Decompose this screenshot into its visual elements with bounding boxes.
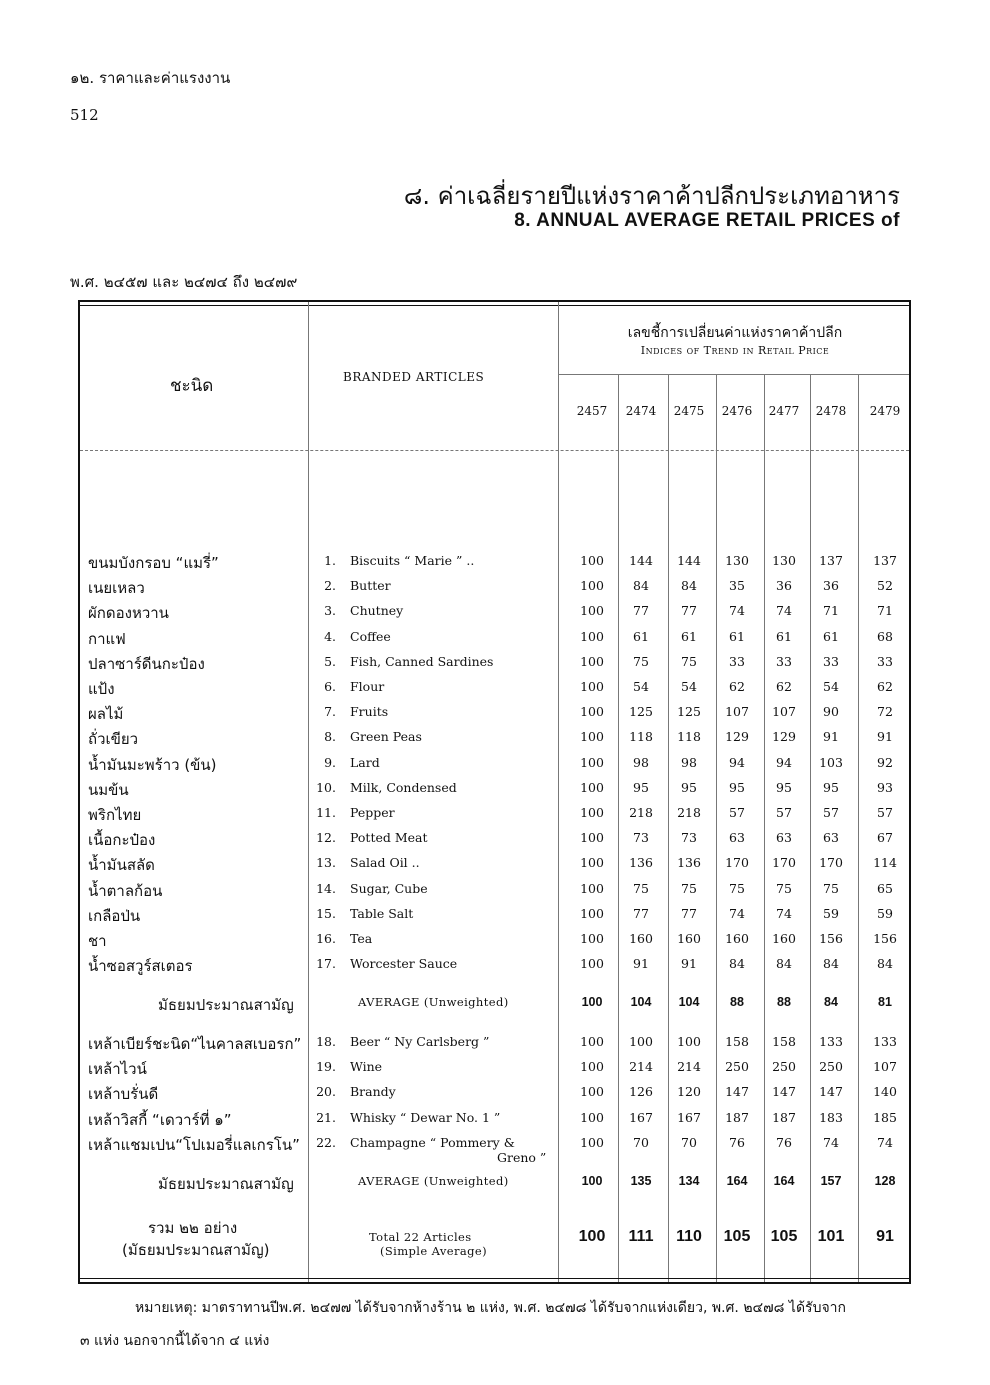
- item-name-english: Whisky “ Dewar No. 1 ”: [350, 1109, 501, 1125]
- index-value-2474: 77: [633, 905, 649, 921]
- item-name-english: Fish, Canned Sardines: [350, 653, 494, 669]
- index-value-2478: 156: [819, 931, 843, 946]
- index-value-2478: 61: [823, 628, 839, 644]
- year-header-2479: 2479: [869, 404, 901, 418]
- table-row: [0, 1034, 990, 1058]
- item-name-thai: เหล้าวิสกี้ “เดวาร์ที่ ๑”: [88, 1110, 232, 1129]
- average-value-2478: 84: [824, 995, 838, 1009]
- index-value-2479: 137: [873, 553, 897, 568]
- index-value-2457: 100: [580, 905, 604, 921]
- index-value-2457: 100: [580, 679, 604, 694]
- year-header-2475: 2475: [673, 404, 705, 418]
- item-number: 19.: [316, 1059, 336, 1075]
- index-value-2478: 54: [823, 679, 839, 694]
- item-name-english: Beer “ Ny Carlsberg ”: [350, 1034, 490, 1049]
- index-value-2474: 214: [629, 1059, 653, 1075]
- item-name-thai: ผักดองหวาน: [88, 604, 169, 623]
- item-name-english: Worcester Sauce: [350, 956, 458, 972]
- item-name-thai: ชา: [88, 932, 107, 950]
- index-value-2474: 125: [629, 704, 653, 720]
- index-value-2457: 100: [580, 553, 604, 568]
- index-value-2475: 54: [681, 679, 697, 694]
- index-value-2479: 156: [873, 931, 897, 946]
- index-value-2479: 74: [877, 1134, 893, 1150]
- index-value-2475: 61: [681, 628, 697, 644]
- total-value-2474: 111: [628, 1228, 654, 1245]
- index-value-2479: 114: [873, 855, 897, 871]
- index-value-2474: 91: [633, 956, 649, 972]
- item-name-thai: น้ำซอสวูร์สเตอร: [88, 957, 193, 976]
- item-name-thai: พริกไทย: [88, 806, 142, 824]
- average-value-2457: 100: [581, 995, 603, 1009]
- index-value-2479: 92: [877, 754, 893, 770]
- index-value-2457: 100: [580, 805, 604, 820]
- index-value-2477: 160: [772, 931, 796, 946]
- average-row: [0, 995, 990, 1019]
- index-value-2477: 129: [772, 729, 796, 745]
- item-number: 10.: [316, 779, 336, 795]
- item-name-english: Flour: [350, 679, 385, 694]
- index-value-2475: 75: [681, 880, 697, 896]
- index-value-2474: 218: [629, 805, 653, 820]
- footnote-line-1: หมายเหตุ: มาตราทานปีพ.ศ. ๒๔๗๗ ได้รับจากห้างร้าน ๒ แห่ง, พ.ศ. ๒๔๗๘ ได้รับจากแห่งเดียว, พ.ศ. ๒๔๗๘ ได้รับจาก: [135, 1300, 846, 1316]
- table-row: [0, 629, 990, 653]
- item-name-thai: เหล้าไวน์: [88, 1060, 147, 1079]
- index-value-2477: 250: [772, 1059, 796, 1075]
- index-value-2474: 144: [629, 553, 653, 568]
- index-value-2477: 130: [772, 553, 796, 568]
- total-value-2475: 110: [676, 1228, 702, 1245]
- item-name-thai: ปลาซาร์ดีนกะป๋อง: [88, 654, 205, 673]
- item-number: 2.: [324, 578, 336, 594]
- average-value-2457: 100: [581, 1174, 603, 1188]
- table-row: [0, 855, 990, 879]
- item-name-english: Champagne “ Pommery &: [350, 1134, 515, 1150]
- index-value-2477: 158: [772, 1034, 796, 1049]
- index-value-2457: 100: [580, 653, 604, 669]
- item-name-thai: กาแฟ: [88, 629, 126, 648]
- average-value-2474: 135: [630, 1174, 652, 1188]
- index-value-2478: 137: [819, 553, 843, 568]
- index-value-2475: 77: [681, 905, 697, 921]
- index-value-2476: 75: [729, 880, 745, 896]
- table-row: [0, 931, 990, 955]
- table-row: [0, 704, 990, 728]
- item-number: 13.: [316, 855, 336, 871]
- index-value-2477: 57: [776, 805, 792, 820]
- index-value-2478: 84: [823, 956, 839, 972]
- index-value-2479: 185: [873, 1109, 897, 1125]
- col-index-thai: เลขชี้การเปลี่ยนค่าแห่งราคาค้าปลีก: [627, 325, 843, 341]
- index-value-2457: 100: [580, 603, 604, 619]
- item-name-english: Chutney: [350, 603, 404, 619]
- total-label-thai-2: (มัธยมประมาณสามัญ): [122, 1241, 270, 1259]
- item-name-english: Potted Meat: [350, 830, 428, 846]
- index-value-2475: 95: [681, 779, 697, 795]
- index-value-2475: 218: [677, 805, 701, 820]
- item-name-thai: น้ำมันมะพร้าว (ข้น): [88, 755, 217, 774]
- item-name-thai: ผลไม้: [88, 705, 124, 724]
- index-value-2475: 77: [681, 603, 697, 619]
- index-value-2479: 72: [877, 704, 893, 720]
- index-value-2479: 93: [877, 779, 893, 795]
- index-value-2474: 75: [633, 880, 649, 896]
- item-name-thai: นมข้น: [88, 780, 129, 799]
- index-value-2474: 77: [633, 603, 649, 619]
- item-number: 11.: [316, 805, 336, 820]
- index-value-2476: 33: [729, 653, 745, 669]
- index-value-2476: 84: [729, 956, 745, 972]
- item-number: 7.: [324, 704, 336, 720]
- index-value-2478: 147: [819, 1084, 843, 1100]
- total-label-english-1: Total 22 Articles: [369, 1230, 472, 1244]
- item-number: 20.: [316, 1084, 336, 1100]
- item-name-thai: น้ำมันสลัด: [88, 856, 155, 875]
- index-value-2477: 74: [776, 603, 792, 619]
- index-value-2476: 62: [729, 679, 745, 694]
- index-value-2475: 73: [681, 830, 697, 846]
- col-branded-articles: BRANDED ARTICLES: [343, 370, 485, 384]
- item-number: 17.: [316, 956, 336, 972]
- index-value-2479: 52: [877, 578, 893, 594]
- item-name-thai: แป้ง: [88, 680, 115, 698]
- index-value-2475: 75: [681, 653, 697, 669]
- index-value-2476: 95: [729, 779, 745, 795]
- item-name-thai: น้ำตาลก้อน: [88, 881, 163, 900]
- year-header-2477: 2477: [768, 404, 800, 418]
- average-value-2474: 104: [630, 995, 652, 1009]
- item-name-thai: เนื้อกะป๋อง: [88, 831, 156, 850]
- index-value-2478: 133: [819, 1034, 843, 1049]
- average-value-2477: 88: [777, 995, 791, 1009]
- index-value-2477: 63: [776, 830, 792, 846]
- index-value-2474: 100: [629, 1034, 653, 1049]
- index-value-2475: 160: [677, 931, 701, 946]
- index-value-2479: 67: [877, 830, 893, 846]
- table-row: [0, 881, 990, 905]
- footnote-line-2: ๓ แห่ง นอกจากนี้ได้จาก ๔ แห่ง: [80, 1333, 270, 1349]
- index-value-2474: 126: [629, 1084, 653, 1100]
- year-header-2478: 2478: [815, 404, 847, 418]
- index-value-2474: 84: [633, 578, 649, 594]
- item-name-thai: เหล้าเบียร์ชะนิด“ไนคาลสเบอรก”: [88, 1035, 302, 1053]
- item-number: 21.: [316, 1109, 336, 1125]
- table-row: [0, 805, 990, 829]
- index-value-2477: 95: [776, 779, 792, 795]
- year-header-2476: 2476: [721, 404, 753, 418]
- table-row: [0, 1110, 990, 1134]
- index-value-2457: 100: [580, 956, 604, 972]
- index-value-2457: 100: [580, 704, 604, 720]
- item-name-english: Green Peas: [350, 729, 422, 745]
- average-value-2479: 81: [878, 995, 892, 1009]
- item-number: 5.: [324, 653, 336, 669]
- average-value-2478: 157: [820, 1174, 842, 1188]
- index-value-2474: 70: [633, 1134, 649, 1150]
- average-value-2475: 104: [678, 995, 700, 1009]
- table-row: [0, 679, 990, 703]
- index-value-2478: 183: [819, 1109, 843, 1125]
- index-value-2474: 95: [633, 779, 649, 795]
- index-value-2478: 57: [823, 805, 839, 820]
- index-value-2477: 170: [772, 855, 796, 871]
- average-label-english: AVERAGE (Unweighted): [358, 995, 509, 1009]
- index-value-2476: 57: [729, 805, 745, 820]
- item-number: 3.: [324, 603, 336, 619]
- item-name-english: Salad Oil ..: [350, 855, 420, 871]
- average-value-2477: 164: [773, 1174, 795, 1188]
- total-value-2479: 91: [876, 1228, 894, 1245]
- item-name-english: Brandy: [350, 1084, 396, 1100]
- index-value-2478: 74: [823, 1134, 839, 1150]
- item-name-thai: เหล้าบรั่นดี: [88, 1085, 159, 1104]
- period-label: พ.ศ. ๒๔๕๗ และ ๒๔๗๔ ถึง ๒๔๗๙: [70, 273, 298, 291]
- item-name-english-cont: Greno ”: [497, 1149, 547, 1165]
- item-number: 9.: [324, 754, 336, 770]
- item-name-english: Wine: [350, 1059, 383, 1075]
- section-header: ๑๒. ราคาและค่าแรงงาน: [70, 69, 231, 87]
- index-value-2457: 100: [580, 1109, 604, 1125]
- index-value-2478: 250: [819, 1059, 843, 1075]
- index-value-2476: 61: [729, 628, 745, 644]
- average-value-2476: 164: [726, 1174, 748, 1188]
- index-value-2476: 158: [725, 1034, 749, 1049]
- index-value-2476: 129: [725, 729, 749, 745]
- index-value-2475: 70: [681, 1134, 697, 1150]
- table-row: [0, 906, 990, 930]
- total-value-2477: 105: [770, 1228, 798, 1245]
- index-value-2457: 100: [580, 1084, 604, 1100]
- index-value-2476: 147: [725, 1084, 749, 1100]
- total-row: [0, 1218, 990, 1262]
- title-thai: ๘. ค่าเฉลี่ยรายปีแห่งราคาค้าปลีกประเภทอาหาร: [403, 182, 900, 210]
- index-value-2476: 250: [725, 1059, 749, 1075]
- item-name-thai: ถั่วเขียว: [88, 730, 139, 749]
- index-value-2457: 100: [580, 931, 604, 946]
- index-value-2457: 100: [580, 1059, 604, 1075]
- index-value-2479: 140: [873, 1084, 897, 1100]
- col-index-english: Indices of Trend in Retail Price: [640, 344, 830, 357]
- index-value-2478: 33: [823, 653, 839, 669]
- index-value-2477: 187: [772, 1109, 796, 1125]
- average-value-2475: 134: [678, 1174, 700, 1188]
- index-value-2475: 120: [677, 1084, 701, 1100]
- item-name-english: Tea: [350, 931, 373, 946]
- page-number: 512: [70, 106, 99, 124]
- item-number: 1.: [324, 553, 336, 568]
- index-value-2457: 100: [580, 628, 604, 644]
- index-value-2476: 170: [725, 855, 749, 871]
- index-value-2479: 84: [877, 956, 893, 972]
- average-value-2476: 88: [730, 995, 744, 1009]
- item-number: 18.: [316, 1034, 336, 1049]
- average-label-thai: มัธยมประมาณสามัญ: [158, 1175, 294, 1193]
- index-value-2474: 160: [629, 931, 653, 946]
- title-english: 8. ANNUAL AVERAGE RETAIL PRICES of: [514, 210, 900, 231]
- index-value-2474: 73: [633, 830, 649, 846]
- index-value-2477: 61: [776, 628, 792, 644]
- total-label-thai-1: รวม ๒๒ อย่าง: [148, 1219, 238, 1237]
- total-value-2457: 100: [578, 1228, 606, 1245]
- average-label-english: AVERAGE (Unweighted): [358, 1174, 509, 1188]
- index-value-2478: 36: [823, 578, 839, 594]
- index-value-2477: 75: [776, 880, 792, 896]
- index-value-2479: 57: [877, 805, 893, 820]
- item-name-english: Biscuits “ Marie ” ..: [350, 553, 475, 568]
- index-value-2475: 136: [677, 855, 701, 871]
- table-row: [0, 578, 990, 602]
- item-number: 8.: [324, 729, 336, 745]
- index-value-2479: 107: [873, 1059, 897, 1075]
- index-value-2475: 125: [677, 704, 701, 720]
- index-value-2474: 118: [629, 729, 653, 745]
- index-value-2478: 103: [819, 754, 843, 770]
- index-value-2474: 98: [633, 754, 649, 770]
- item-number: 12.: [316, 830, 336, 846]
- index-value-2479: 133: [873, 1034, 897, 1049]
- index-value-2457: 100: [580, 1134, 604, 1150]
- index-value-2478: 95: [823, 779, 839, 795]
- index-value-2479: 59: [877, 905, 893, 921]
- index-value-2477: 62: [776, 679, 792, 694]
- index-value-2474: 136: [629, 855, 653, 871]
- index-value-2474: 75: [633, 653, 649, 669]
- item-name-english: Pepper: [350, 805, 395, 820]
- index-value-2457: 100: [580, 754, 604, 770]
- average-row: [0, 1174, 990, 1198]
- index-value-2479: 65: [877, 880, 893, 896]
- item-name-english: Lard: [350, 754, 380, 770]
- table-row: [0, 603, 990, 627]
- index-value-2478: 90: [823, 704, 839, 720]
- table-row: [0, 729, 990, 753]
- index-value-2475: 91: [681, 956, 697, 972]
- index-value-2478: 91: [823, 729, 839, 745]
- index-value-2476: 187: [725, 1109, 749, 1125]
- average-value-2479: 128: [874, 1174, 896, 1188]
- total-label-english-2: (Simple Average): [380, 1244, 487, 1258]
- index-value-2477: 36: [776, 578, 792, 594]
- index-value-2478: 63: [823, 830, 839, 846]
- item-name-english: Coffee: [350, 628, 391, 644]
- item-number: 4.: [324, 628, 336, 644]
- index-value-2479: 68: [877, 628, 893, 644]
- index-value-2477: 76: [776, 1134, 792, 1150]
- index-value-2474: 54: [633, 679, 649, 694]
- index-value-2479: 62: [877, 679, 893, 694]
- index-value-2457: 100: [580, 779, 604, 795]
- index-value-2477: 107: [772, 704, 796, 720]
- index-value-2457: 100: [580, 855, 604, 871]
- index-value-2457: 100: [580, 880, 604, 896]
- item-name-thai: ขนมบังกรอบ “แมรี่”: [88, 554, 219, 572]
- index-value-2475: 98: [681, 754, 697, 770]
- total-value-2478: 101: [817, 1228, 845, 1245]
- index-value-2457: 100: [580, 1034, 604, 1049]
- index-value-2475: 84: [681, 578, 697, 594]
- table-row: [0, 830, 990, 854]
- index-value-2479: 71: [877, 603, 893, 619]
- item-number: 16.: [316, 931, 336, 946]
- table-row: [0, 654, 990, 678]
- index-value-2477: 33: [776, 653, 792, 669]
- table-row: [0, 1134, 990, 1165]
- index-value-2478: 59: [823, 905, 839, 921]
- index-value-2475: 214: [677, 1059, 701, 1075]
- index-value-2476: 35: [729, 578, 745, 594]
- index-value-2476: 130: [725, 553, 749, 568]
- index-value-2475: 100: [677, 1034, 701, 1049]
- table-row: [0, 1084, 990, 1108]
- item-name-english: Sugar, Cube: [350, 880, 428, 896]
- index-value-2478: 75: [823, 880, 839, 896]
- item-name-english: Butter: [350, 578, 391, 594]
- index-value-2457: 100: [580, 830, 604, 846]
- table-row: [0, 553, 990, 577]
- item-number: 14.: [316, 880, 336, 896]
- index-value-2457: 100: [580, 729, 604, 745]
- index-value-2478: 170: [819, 855, 843, 871]
- index-value-2479: 33: [877, 653, 893, 669]
- item-name-thai: เหล้าแชมเปน“โปเมอรี่แลเกรโน”: [88, 1135, 300, 1154]
- item-name-english: Milk, Condensed: [350, 779, 457, 795]
- index-value-2477: 84: [776, 956, 792, 972]
- index-value-2457: 100: [580, 578, 604, 594]
- item-number: 6.: [324, 679, 336, 694]
- index-value-2478: 71: [823, 603, 839, 619]
- item-number: 22.: [316, 1134, 336, 1150]
- item-name-english: Fruits: [350, 704, 389, 720]
- index-value-2476: 76: [729, 1134, 745, 1150]
- table-row: [0, 755, 990, 779]
- col-kind-thai: ชะนิด: [170, 376, 214, 396]
- index-value-2476: 94: [729, 754, 745, 770]
- year-header-2457: 2457: [576, 404, 608, 418]
- index-value-2476: 160: [725, 931, 749, 946]
- index-value-2475: 144: [677, 553, 701, 568]
- index-value-2475: 118: [677, 729, 701, 745]
- table-row: [0, 956, 990, 980]
- item-name-thai: เนยเหลว: [88, 579, 145, 598]
- index-value-2475: 167: [677, 1109, 701, 1125]
- index-value-2477: 94: [776, 754, 792, 770]
- average-label-thai: มัธยมประมาณสามัญ: [158, 996, 294, 1014]
- table-row: [0, 1059, 990, 1083]
- item-name-thai: เกลือป่น: [88, 906, 141, 925]
- index-value-2477: 74: [776, 905, 792, 921]
- index-value-2476: 107: [725, 704, 749, 720]
- item-name-english: Table Salt: [350, 905, 414, 921]
- table-row: [0, 780, 990, 804]
- item-number: 15.: [316, 905, 336, 921]
- index-value-2477: 147: [772, 1084, 796, 1100]
- total-value-2476: 105: [723, 1228, 751, 1245]
- index-value-2476: 63: [729, 830, 745, 846]
- index-value-2474: 167: [629, 1109, 653, 1125]
- index-value-2476: 74: [729, 603, 745, 619]
- year-header-2474: 2474: [625, 404, 657, 418]
- index-value-2476: 74: [729, 905, 745, 921]
- index-value-2474: 61: [633, 628, 649, 644]
- index-value-2479: 91: [877, 729, 893, 745]
